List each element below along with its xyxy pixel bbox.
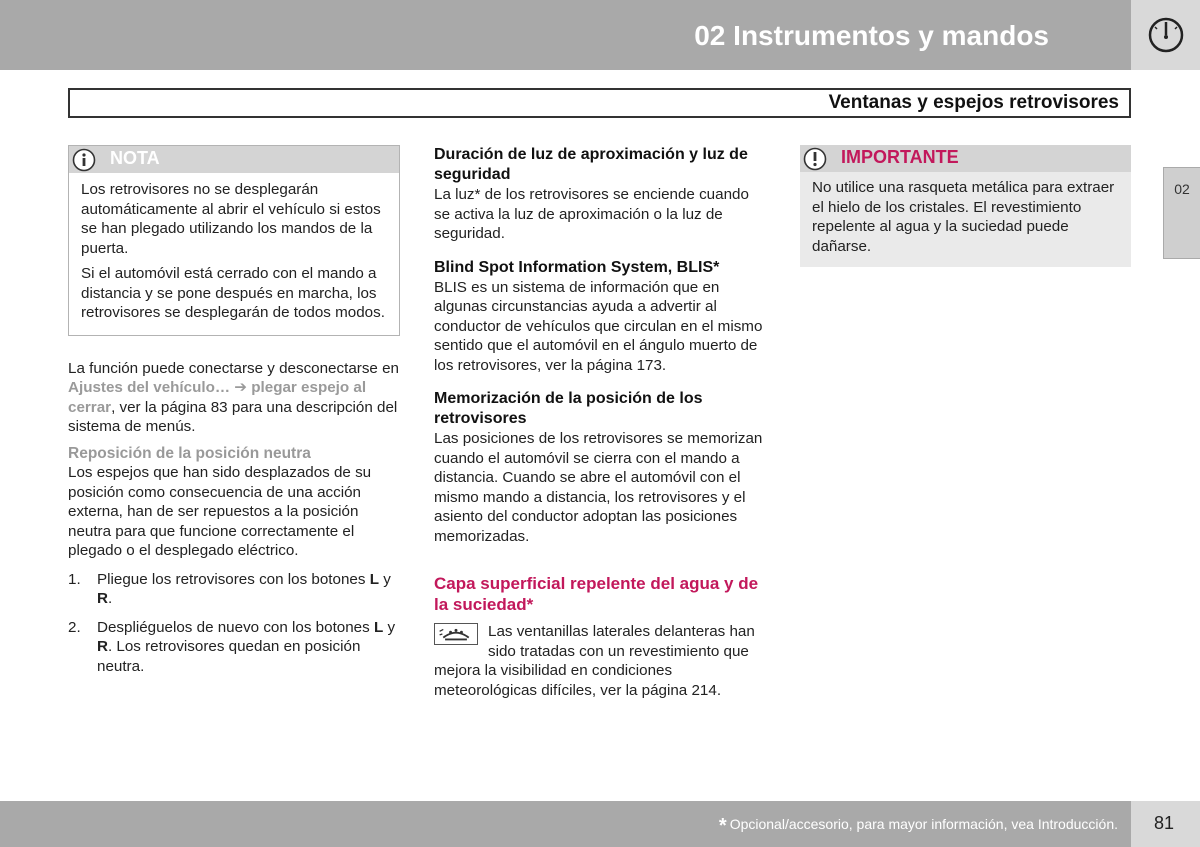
note-header [69,146,399,173]
important-label: IMPORTANTE [841,147,959,167]
chapter-title: 02 Instrumentos y mandos [694,20,1049,51]
approach-light-text: La luz* de los retrovisores se enciende cuando se activa la luz de aproximación o la luz de seguridad. [434,186,749,242]
warning-icon [803,147,827,171]
footer-bar [0,801,1131,847]
step-text: y [383,618,396,636]
note-box [68,145,400,336]
intro-text: La función puede conectarse y desconectarse en [68,359,399,377]
header-bar [0,0,1131,70]
note-text-1: Los retrovisores no se desplegarán automáticamente al abrir el vehículo si estos se han plegado utilizando los mandos de la puerta. [81,181,381,257]
coating-text: Las ventanillas laterales delanteras han sido tratadas con un revestimiento que mejora la visibilidad en condiciones meteorológicas difíciles, ver la página 214. [434,623,755,699]
neutral-heading: Reposición de la posición neutra [68,444,311,462]
list-item [68,618,400,677]
step-text: . Los retrovisores quedan en posición neutra. [97,638,361,675]
step-number: 2. [68,618,81,636]
step-text: Pliegue los retrovisores con los botones [97,570,370,588]
footnote-text: Opcional/accesorio, para mayor información, vea Introducción. [729,816,1118,832]
button-r-label: R [97,590,108,607]
steps-list [68,570,400,677]
page-number-box [1131,801,1200,847]
water-repellent-icon [434,623,478,645]
memory-heading: Memorización de la posición de los retrovisores [434,390,703,427]
important-box [800,145,1131,267]
step-number: 1. [68,570,81,588]
blis-text: BLIS es un sistema de información que en algunas circunstancias ayuda a advertir al conductor de vehículos que circulan en el mismo sentido que el automóvil en el ángulo muerto de los retrovisores, ver la página 173. [434,278,763,374]
neutral-text: Los espejos que han sido desplazados de su posición como consecuencia de una acción externa, han de ser repuestos a la posición neutra para que funcione correctamente el plegado o el desplegado eléctrico. [68,464,372,559]
important-text: No utilice una rasqueta metálica para extraer el hielo de los cristales. El revestimiento repelente al agua y la suciedad puede dañarse. [812,179,1115,255]
note-label: NOTA [110,148,160,168]
important-header [800,145,1131,172]
step-text: y [378,570,391,588]
intro-text-after: , ver la página 83 para una descripción del sistema de menús. [68,398,398,435]
column-right [800,145,1131,267]
button-r-label: R [97,638,108,655]
section-title: Ventanas y espejos retrovisores [828,92,1119,113]
chapter-icon-box [1131,0,1200,70]
menu-path-fold-mirror: plegar espejo al cerrar [68,379,367,416]
gauge-icon [1146,15,1186,55]
approach-light-heading: Duración de luz de aproximación y luz de seguridad [434,146,748,183]
memory-text: Las posiciones de los retrovisores se memorizan cuando el automóvil se cierra con el mando a distancia. Cuando se abre el automóvil con el mismo mando a distancia, los retrovisores y el asiento del conductor adoptan las posiciones memorizadas. [434,430,763,545]
step-text: Despliéguelos de nuevo con los botones [97,618,374,636]
section-bar [68,88,1131,118]
button-l-label: L [369,570,379,588]
list-item [68,570,400,609]
menu-path-settings: Ajustes del vehículo… [68,379,231,396]
footnote [719,815,1118,838]
arrow-icon: ➔ [234,379,248,396]
footnote-star: * [718,815,727,837]
step-text: . [107,590,113,607]
intro-paragraph [68,359,400,437]
info-icon [72,148,96,172]
blis-heading: Blind Spot Information System, BLIS* [434,258,720,276]
page-number: 81 [1153,813,1175,833]
column-left [68,145,400,676]
coating-heading: Capa superficial repelente del agua y de la suciedad* [434,574,759,614]
chapter-tab-label: 02 [1174,181,1190,197]
coating-block [434,622,766,700]
chapter-tab[interactable] [1163,167,1200,259]
button-l-label: L [373,618,384,636]
column-middle [434,145,766,700]
note-text-2: Si el automóvil está cerrado con el mando a distancia y se pone después en marcha, los retrovisores se desplegarán de todos modos. [81,265,385,321]
